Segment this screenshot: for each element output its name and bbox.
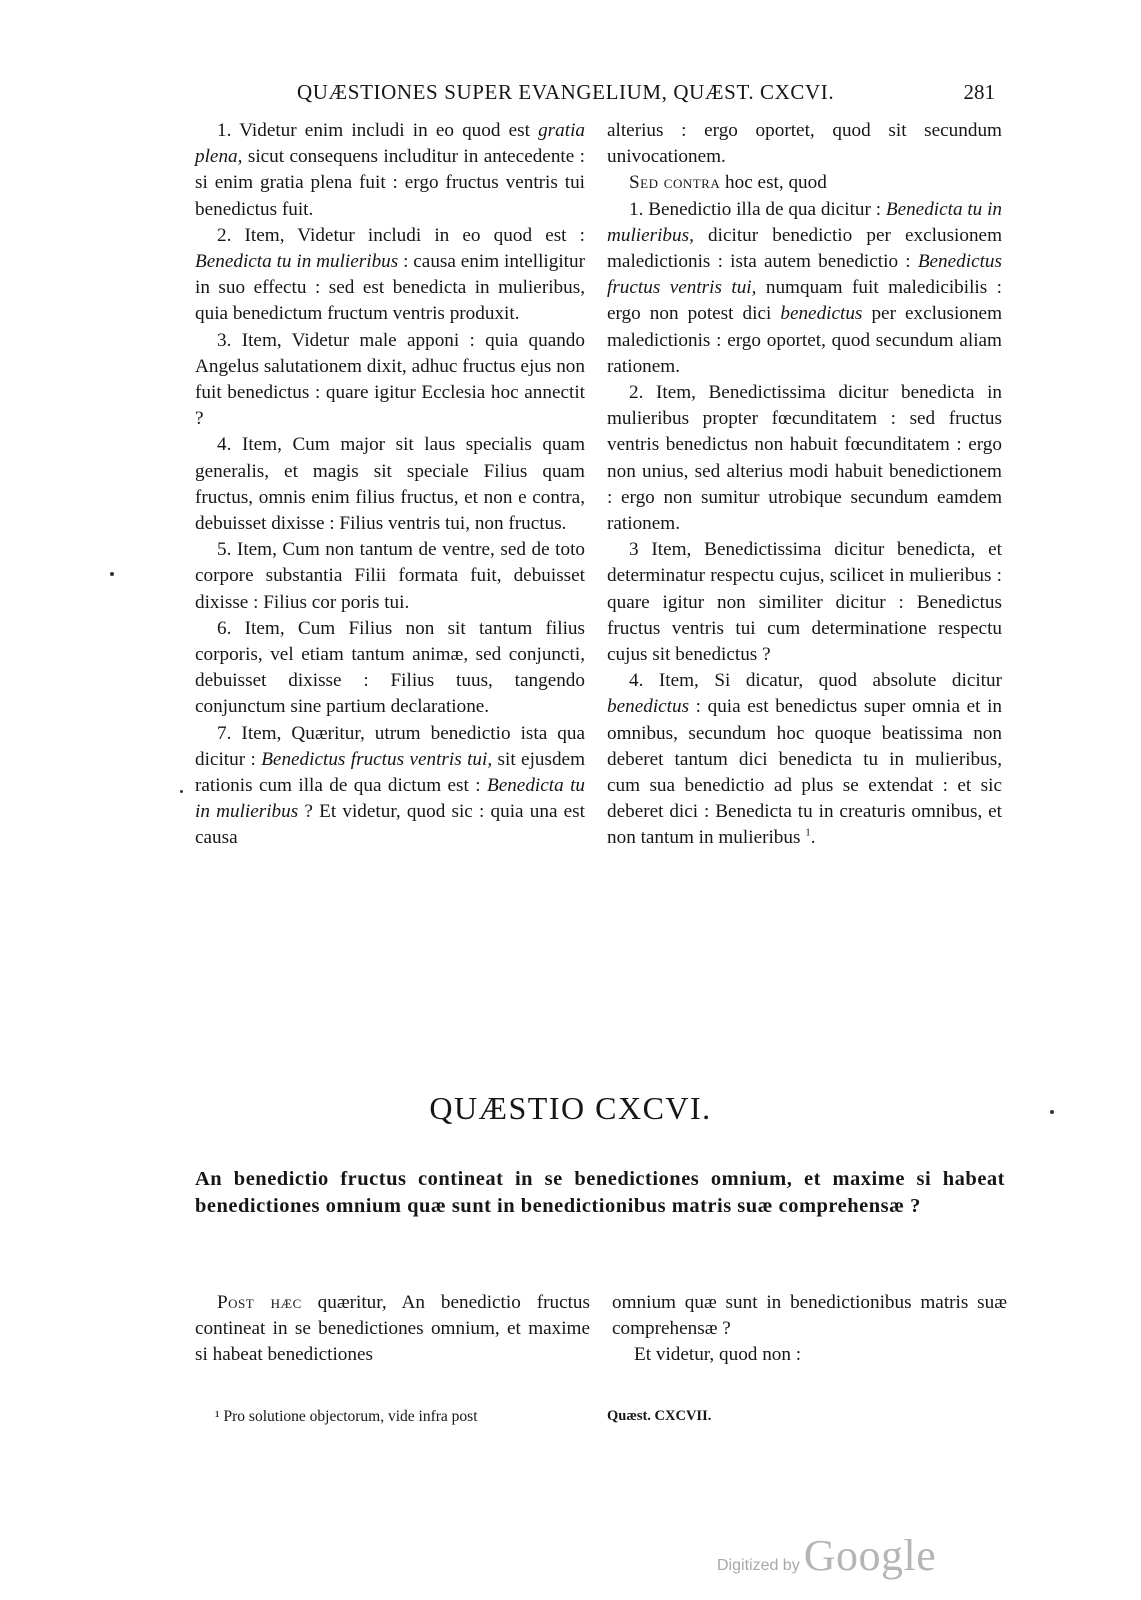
text-run: 4. Item, Si dicatur, quod absolute dicitur bbox=[629, 670, 1002, 692]
ink-speck bbox=[180, 790, 183, 793]
text-run: per exclusionem maledictionis : ergo oportet, quod secundum aliam rationem. bbox=[607, 303, 1002, 377]
ink-speck bbox=[110, 572, 114, 576]
running-title: QUÆSTIONES SUPER EVANGELIUM, QUÆST. CXCVI. bbox=[297, 80, 835, 104]
objection-number: 1. bbox=[217, 120, 232, 141]
text-run: 1. Benedictio illa de qua dicitur : bbox=[629, 198, 886, 220]
ink-speck bbox=[1050, 1110, 1054, 1114]
google-logo: Google bbox=[803, 1531, 937, 1580]
counter-argument-3: 3 Item, Benedictissima dicitur benedicta, et determinatur respectu cujus, scilicet in mulieribus : quare igitur non similiter dicitur : Benedictus fructus ventris tui cum determinatione respectu cujus sit benedictus ? bbox=[607, 539, 1002, 666]
sed-contra-line bbox=[607, 170, 1002, 196]
text-run: : quia est benedictus super omnia et in omnibus, secundum hoc quoque beatissima non deberet tantum dici benedicta tu in mulieribus, cum sua benedictio ad plus se extendat : et sic deberet dici : Benedicta tu in creaturis omnibus, et non tantum in mulieribus bbox=[607, 696, 1002, 849]
objection-1 bbox=[195, 118, 585, 223]
continuation-paragraph: alterius : ergo oportet, quod sit secundum univocationem. bbox=[607, 120, 1002, 168]
question-body-left bbox=[195, 1290, 590, 1369]
objection-6: 6. Item, Cum Filius non sit tantum filius corporis, vel etiam tantum animæ, sed conjuncti, debuisset dixisse : Filius tuus, tangendo conjunctum sine partium declaratione. bbox=[195, 617, 585, 718]
text-run: numquam fuit maledicibilis : ergo non potest dici bbox=[607, 277, 1002, 325]
text-run: . bbox=[810, 827, 816, 849]
question-response-line: Et videtur, quod non : bbox=[634, 1344, 802, 1366]
footnote-right: Quæst. CXCVII. bbox=[607, 1408, 712, 1424]
objection-5: 5. Item, Cum non tantum de ventre, sed de toto corpore substantia Filii formata fuit, debuisset dixisse : Filius cor poris tui. bbox=[195, 539, 585, 613]
text-run: 2. Item, Videtur includi in eo quod est : bbox=[217, 224, 585, 246]
italic-quote: Benedicta tu in mulieribus bbox=[195, 251, 399, 273]
italic-quote: Benedictus fructus ventris tui, bbox=[607, 251, 1002, 299]
counter-argument-4 bbox=[607, 668, 1002, 851]
italic-quote: Benedicta tu in mulieribus bbox=[195, 775, 585, 823]
text-run: quæritur, An benedictio fructus contineat in se benedictiones omnium, et maxime si habeat benedictiones bbox=[195, 1292, 590, 1366]
left-column bbox=[195, 118, 585, 852]
digitized-watermark bbox=[717, 1530, 937, 1580]
question-body-right bbox=[612, 1290, 1007, 1369]
text-run: hoc est, quod bbox=[720, 172, 827, 194]
italic-quote: Benedictus fructus ventris tui, bbox=[261, 748, 493, 770]
objection-4: 4. Item, Cum major sit laus specialis quam generalis, et magis sit speciale Filius quam fructus, omnis enim filius fructus, et non e contra, debuisset dixisse : Filius ventris tui, non fructus. bbox=[195, 434, 585, 535]
watermark-prefix: Digitized by bbox=[717, 1557, 800, 1574]
text-run: sicut consequens includitur in antecedente : si enim gratia plena fuit : ergo fructus ventris tui benedictus fuit. bbox=[195, 146, 585, 220]
italic-quote: Benedicta tu in mulieribus, bbox=[607, 198, 1002, 246]
question-subheading: An benedictio fructus contineat in se benedictiones omnium, et maxime si habeat benedictiones omnium quæ sunt in benedictionibus matris suæ comprehensæ ? bbox=[195, 1168, 1005, 1217]
page-number: 281 bbox=[963, 80, 995, 104]
italic-quote: benedictus bbox=[780, 303, 863, 325]
footnote-marker: 1 bbox=[805, 827, 811, 840]
objection-7 bbox=[195, 721, 585, 852]
counter-argument-2: 2. Item, Benedictissima dicitur benedicta in mulieribus propter fœcunditatem : sed fructus ventris benedictus non habuit fœcunditatem : ergo non unius, sed alterius modi habuit benedictionem : ergo non sumitur utrobique secundum eamdem rationem. bbox=[607, 382, 1002, 535]
question-continuation: omnium quæ sunt in benedictionibus matris suæ comprehensæ ? bbox=[612, 1292, 1007, 1340]
text-run: Videtur enim includi in eo quod est bbox=[231, 120, 539, 141]
text-run: dicitur benedictio per exclusionem maledictionis : ista autem benedictio : bbox=[607, 224, 1002, 273]
footnote-left: ¹ Pro solutione objectorum, vide infra post bbox=[215, 1408, 478, 1425]
objection-3: 3. Item, Videtur male apponi : quia quando Angelus salutationem dixit, adhuc fructus ejus non fuit benedictus : quare igitur Ecclesia hoc annectit ? bbox=[195, 329, 585, 430]
running-header bbox=[195, 80, 995, 106]
italic-quote: gratia plena, bbox=[195, 120, 585, 168]
counter-argument-1 bbox=[607, 197, 1002, 380]
question-heading: QUÆSTIO CXCVI. bbox=[429, 1090, 712, 1126]
text-run: : causa enim intelligitur in suo effectu : sed est benedicta in mulieribus, quia benedictum fructum ventris produxit. bbox=[195, 251, 585, 325]
text-run: ? Et videtur, quod sic : quia una est causa bbox=[195, 801, 585, 849]
italic-quote: benedictus bbox=[607, 696, 690, 718]
post-haec-label: Post hæc bbox=[217, 1292, 302, 1313]
objection-2 bbox=[195, 223, 585, 328]
text-run: sit ejusdem rationis cum illa de qua dictum est : bbox=[195, 748, 585, 797]
question-intro-paragraph bbox=[195, 1290, 590, 1369]
right-column bbox=[607, 118, 1002, 852]
text-run: 7. Item, Quæritur, utrum benedictio ista qua dicitur : bbox=[195, 722, 585, 770]
sed-contra-label: Sed contra bbox=[629, 172, 721, 194]
